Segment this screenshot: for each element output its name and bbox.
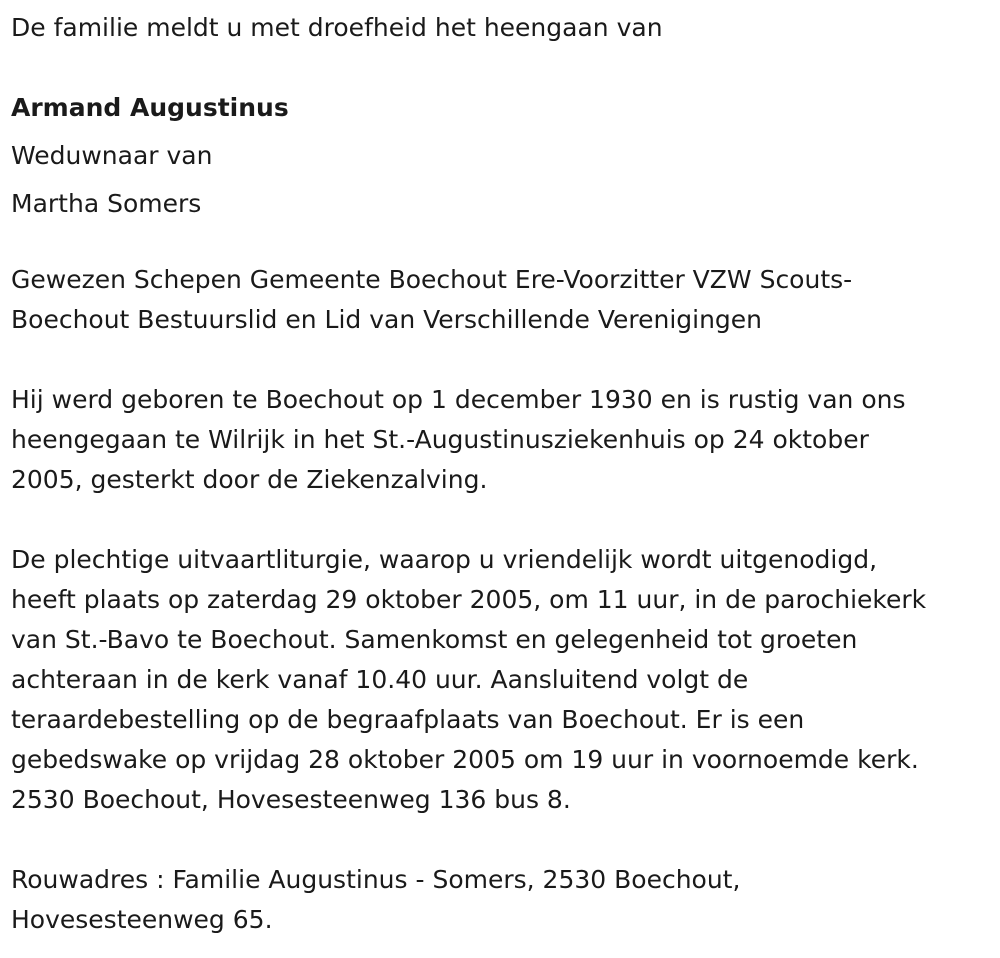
deceased-name: Armand Augustinus bbox=[11, 93, 289, 122]
funeral-line: gebedswake op vrijdag 28 oktober 2005 om 19 uur in voornoemde kerk. bbox=[11, 745, 919, 774]
funeral-paragraph bbox=[11, 540, 986, 820]
spacer bbox=[11, 500, 986, 540]
roles-paragraph bbox=[11, 260, 986, 340]
spacer bbox=[11, 340, 986, 380]
birth-death-paragraph bbox=[11, 380, 986, 500]
roles-line: Boechout Bestuurslid en Lid van Verschillende Verenigingen bbox=[11, 305, 763, 334]
funeral-line: 2530 Boechout, Hovesesteenweg 136 bus 8. bbox=[11, 785, 571, 814]
mourning-address-line: Rouwadres : Familie Augustinus - Somers, 2530 Boechout, bbox=[11, 865, 741, 894]
funeral-line: van St.-Bavo te Boechout. Samenkomst en gelegenheid tot groeten bbox=[11, 625, 858, 654]
funeral-line: heeft plaats op zaterdag 29 oktober 2005, om 11 uur, in de parochiekerk bbox=[11, 585, 927, 614]
funeral-line: achteraan in de kerk vanaf 10.40 uur. Aansluitend volgt de bbox=[11, 665, 749, 694]
funeral-line: teraardebestelling op de begraafplaats van Boechout. Er is een bbox=[11, 705, 805, 734]
funeral-line: De plechtige uitvaartliturgie, waarop u vriendelijk wordt uitgenodigd, bbox=[11, 545, 878, 574]
spacer bbox=[11, 228, 986, 260]
spacer bbox=[11, 52, 986, 84]
birth-death-line: heengegaan te Wilrijk in het St.-Augustinusziekenhuis op 24 oktober bbox=[11, 425, 869, 454]
birth-death-line: 2005, gesterkt door de Ziekenzalving. bbox=[11, 465, 488, 494]
intro-text: De familie meldt u met droefheid het heengaan van bbox=[11, 13, 663, 42]
relation-text: Weduwnaar van bbox=[11, 141, 213, 170]
roles-line: Gewezen Schepen Gemeente Boechout Ere-Voorzitter VZW Scouts- bbox=[11, 265, 853, 294]
birth-death-line: Hij werd geboren te Boechout op 1 december 1930 en is rustig van ons bbox=[11, 385, 906, 414]
death-notice bbox=[11, 4, 986, 940]
spouse-name: Martha Somers bbox=[11, 189, 202, 218]
spacer bbox=[11, 820, 986, 860]
mourning-address-paragraph bbox=[11, 860, 986, 940]
mourning-address-line: Hovesesteenweg 65. bbox=[11, 905, 273, 934]
